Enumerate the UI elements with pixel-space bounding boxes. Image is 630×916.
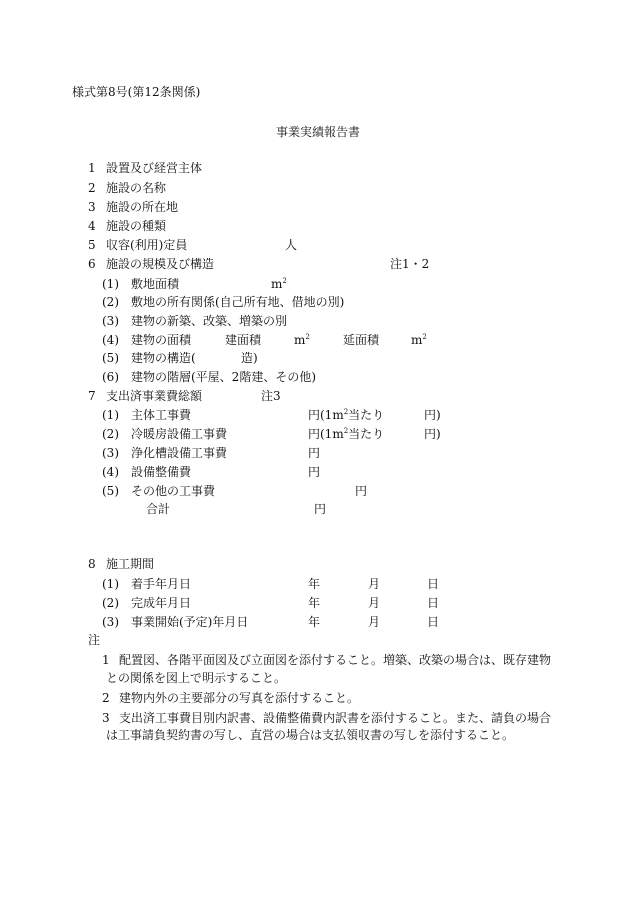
item-6-6-label: 建物の階層(平屋、2階建、その他)	[131, 370, 316, 384]
form-label: 様式第8号(第12条関係)	[72, 85, 201, 99]
item-7-1-yen: 円($1m^2$当たり	[308, 408, 385, 422]
item-8-1-month: 月	[368, 577, 381, 591]
item-6-1-number: (1)	[102, 277, 119, 291]
item-5-label: 収容(利用)定員	[106, 238, 188, 252]
item-7-number: 7	[88, 389, 96, 403]
item-7-2-number: (2)	[102, 427, 119, 441]
item-7-5-yen: 円	[355, 484, 368, 498]
item-1-number: 1	[88, 161, 96, 175]
item-5-unit: 人	[285, 238, 298, 252]
item-8-3-label: 事業開始(予定)年月日	[131, 615, 249, 629]
item-6-2-label: 敷地の所有関係(自己所有地、借地の別)	[131, 295, 345, 309]
item-7-4-yen: 円	[308, 465, 321, 479]
item-8-2-label: 完成年月日	[131, 596, 192, 610]
building-area-label: 建面積	[225, 333, 262, 347]
item-7-3-yen: 円	[308, 446, 321, 460]
item-7-4-number: (4)	[102, 465, 119, 479]
item-3-label: 施設の所在地	[106, 200, 179, 214]
item-6-2-number: (2)	[102, 295, 119, 309]
total-floor-area-label: 延面積	[343, 333, 380, 347]
note-2-line-1: 建物内外の主要部分の写真を添付すること。	[119, 691, 360, 705]
building-area-unit: $m^2$	[294, 333, 310, 347]
item-4-number: 4	[88, 219, 96, 233]
item-8-1-number: (1)	[102, 577, 119, 591]
item-8-3-year: 年	[308, 615, 321, 629]
item-8-2-year: 年	[308, 596, 321, 610]
item-7-1-yen-close: 円)	[424, 408, 441, 422]
item-8-3-day: 日	[427, 615, 440, 629]
item-6-5-number: (5)	[102, 351, 119, 365]
item-6-1-label: 敷地面積	[131, 277, 180, 291]
item-7-2-yen: 円($1m^2$当たり	[308, 427, 385, 441]
item-7-1-number: (1)	[102, 408, 119, 422]
item-8-label: 施工期間	[106, 557, 155, 571]
item-6-3-number: (3)	[102, 314, 119, 328]
item-6-6-number: (6)	[102, 370, 119, 384]
notes-heading: 注	[88, 633, 101, 647]
note-1-line-1: 配置図、各階平面図及び立面図を添付すること。増築、改築の場合は、既存建物	[119, 653, 552, 667]
total-label: 合計	[146, 502, 171, 516]
item-3-number: 3	[88, 200, 96, 214]
item-8-1-year: 年	[308, 577, 321, 591]
item-7-5-number: (5)	[102, 484, 119, 498]
item-7-3-number: (3)	[102, 446, 119, 460]
note-3-line-1: 支出済工事費目別内訳書、設備整備費内訳書を添付すること。また、請負の場合	[119, 711, 552, 725]
note-1-line-2: との関係を図上で明示すること。	[106, 671, 287, 685]
item-6-3-label: 建物の新築、改築、増築の別	[131, 314, 288, 328]
item-6-number: 6	[88, 257, 96, 271]
item-8-1-label: 着手年月日	[131, 577, 192, 591]
item-8-2-month: 月	[368, 596, 381, 610]
note-3-number: 3	[102, 711, 110, 725]
total-floor-area-unit: $m^2$	[411, 333, 427, 347]
item-7-1-label: 主体工事費	[131, 408, 192, 422]
item-1-label: 設置及び経営主体	[106, 161, 203, 175]
item-8-1-day: 日	[427, 577, 440, 591]
item-2-label: 施設の名称	[106, 181, 167, 195]
item-6-5-label: 建物の構造(	[131, 351, 196, 365]
item-8-number: 8	[88, 557, 96, 571]
item-8-2-day: 日	[427, 596, 440, 610]
item-6-note-ref: 注1・2	[390, 257, 430, 271]
note-3-line-2: は工事請負契約書の写し、直営の場合は支払領収書の写しを添付すること。	[106, 728, 515, 742]
item-8-3-number: (3)	[102, 615, 119, 629]
item-6-5-close: 造)	[241, 351, 258, 365]
item-7-3-label: 浄化槽設備工事費	[131, 446, 228, 460]
item-6-4-label: 建物の面積	[131, 333, 192, 347]
item-8-3-month: 月	[368, 615, 381, 629]
item-4-label: 施設の種類	[106, 219, 167, 233]
item-7-4-label: 設備整備費	[131, 465, 192, 479]
item-7-note-ref: 注3	[261, 389, 281, 403]
note-1-number: 1	[102, 653, 110, 667]
item-2-number: 2	[88, 181, 96, 195]
item-6-4-number: (4)	[102, 333, 119, 347]
item-6-1-unit: $m^2$	[271, 277, 287, 291]
total-yen: 円	[314, 502, 327, 516]
item-7-2-label: 冷暖房設備工事費	[131, 427, 228, 441]
item-5-number: 5	[88, 238, 96, 252]
item-8-2-number: (2)	[102, 596, 119, 610]
note-2-number: 2	[102, 691, 110, 705]
item-7-label: 支出済事業費総額	[106, 389, 203, 403]
item-7-5-label: その他の工事費	[131, 484, 216, 498]
document-title: 事業実績報告書	[276, 125, 361, 139]
item-7-2-yen-close: 円)	[424, 427, 441, 441]
item-6-label: 施設の規模及び構造	[106, 257, 215, 271]
